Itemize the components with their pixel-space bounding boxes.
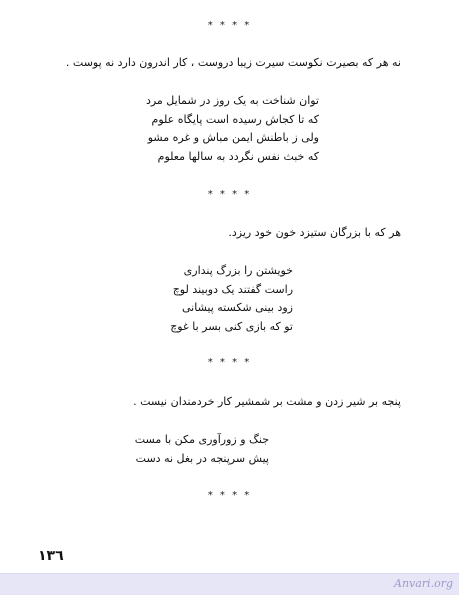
prose-line: پنجه بر شیر زدن و مشت بر شمشیر کار خردمندان نیست .: [133, 395, 401, 408]
verse-line: که تا کجاش رسیده است پایگاه علوم: [151, 112, 319, 126]
verse-block: [146, 92, 319, 166]
section-divider: * * * *: [207, 490, 252, 501]
section-divider: * * * *: [207, 189, 252, 200]
page-number: ١٣٦: [38, 548, 64, 564]
verse-line: زود بینی شکسته پیشانی: [182, 301, 293, 314]
prose-line: هر که با بزرگان ستیزد خون خود ریزد.: [228, 226, 401, 239]
verse-line: توان شناخت به یک روز در شمایل مرد: [145, 94, 319, 107]
verse-block: [135, 431, 269, 468]
verse-block: [170, 262, 293, 336]
verse-line: ولی ز باطنش ایمن مباش و غره مشو: [147, 131, 319, 144]
footer-band: [0, 573, 459, 595]
site-watermark: Anvari.org: [394, 577, 453, 590]
verse-line: که خبث نفس نگردد به سالها معلوم: [157, 149, 319, 163]
verse-line: راست گفتند یک دوبیند لوچ: [172, 282, 293, 296]
verse-line: جنگ و زورآوری مکن با مست: [134, 433, 269, 446]
prose-line: نه هر که بصیرت نکوست سیرت زیبا دروست ، کار اندرون دارد نه پوست .: [65, 56, 401, 69]
section-divider: * * * *: [207, 20, 252, 31]
verse-line: پیش سرپنجه در بغل نه دست: [135, 451, 269, 465]
verse-line: خویشتن را بزرگ پنداری: [183, 264, 293, 277]
section-divider: * * * *: [207, 357, 252, 368]
verse-line: تو که بازی کنی بسر با غوچ: [170, 319, 293, 333]
